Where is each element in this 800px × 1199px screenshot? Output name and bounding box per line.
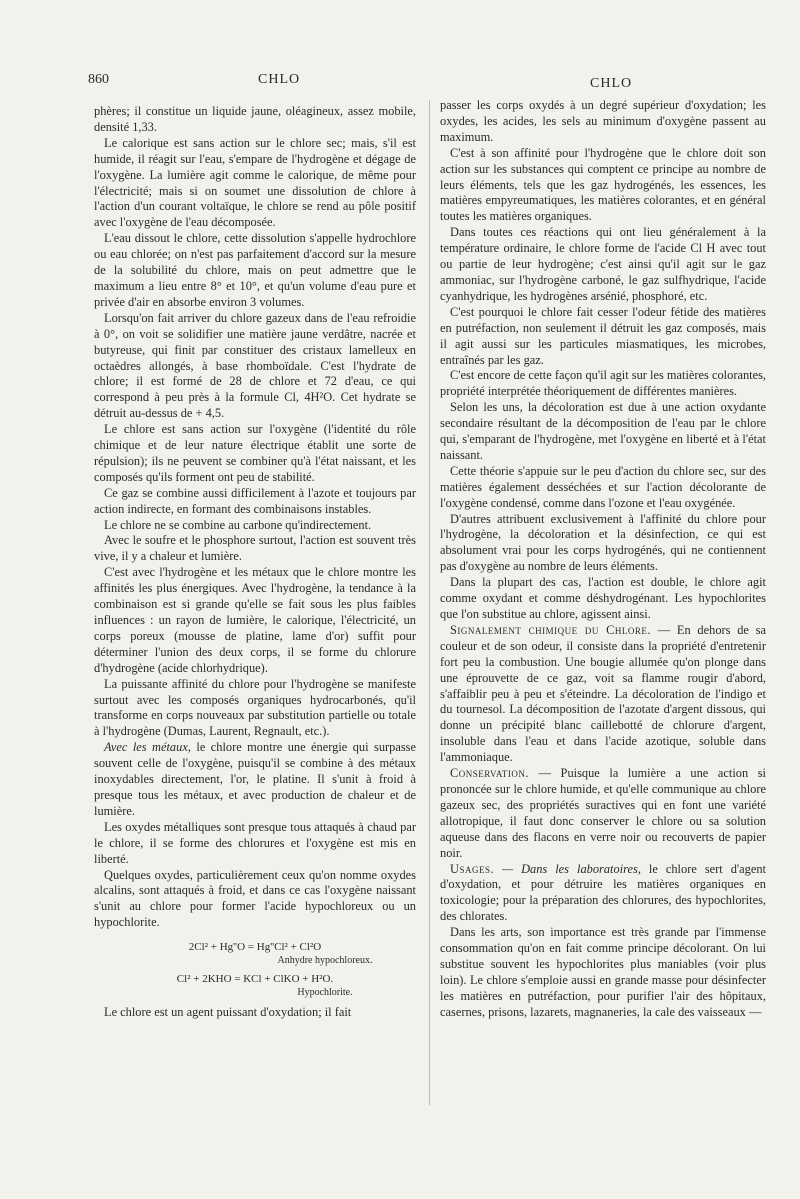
column-divider <box>429 100 430 1105</box>
paragraph: Cette théorie s'appuie sur le peu d'action du chlore sec, sur des matières également desséchées et sur l'action décolorante de l'oxygène condensé, comme dans l'ozone et l'eau oxygénée. <box>440 463 766 510</box>
paragraph: Le chlore ne se combine au carbone qu'indirectement. <box>104 517 372 532</box>
paragraph: C'est encore de cette façon qu'il agit sur les matières colorantes, propriété interprétée théoriquement de différentes manières. <box>440 368 766 399</box>
paragraph-usages <box>440 862 766 926</box>
paragraph: Les oxydes métalliques sont presque tous attaqués à chaud par le chlore, il se forme des chlorures et l'oxygène est mis en liberté. <box>94 819 416 866</box>
metals-text: le chlore montre une énergie qui surpasse souvent celle de l'oxygène, puisqu'il se combine à des métaux inoxydables directement, l'or, le platine. Il s'unit à froid à presque tous les métaux, et avec production de chaleur et de lumière. <box>94 740 416 818</box>
signalement-text: — En dehors de sa couleur et de son odeur, il consiste dans la propriété d'entretenir fort peu la combustion. Une bougie allumée qu'on plonge dans une éprouvette de ce gaz, voit sa flamme rougir d'abord, s'affaiblir peu à peu et s'éteindre. La décoloration de l'indigo et du tournesol. La décomposition de l'azotate d'argent dissous, qui donne un précipité blanc caillebotté de chlorure d'argent, insoluble dans l'eau et dans l'acide azotique, soluble dans l'ammoniaque. <box>440 622 766 765</box>
paragraph: Ce gaz se combine aussi difficilement à l'azote et toujours par action indirecte, en formant des combinaisons instables. <box>94 485 416 516</box>
equation-1-note: Anhydre hypochloreux. <box>277 955 373 967</box>
paragraph: phères; il constitue un liquide jaune, oléagineux, assez mobile, densité 1,33. <box>94 104 416 134</box>
usages-lead: — Dans les laboratoires, <box>502 861 641 876</box>
closing-line: Le chlore est un agent puissant d'oxydation; il fait <box>104 1005 352 1020</box>
paragraph: Lorsqu'on fait arriver du chlore gazeux dans de l'eau refroidie à 0°, on voit se solidifier une matière jaune verdâtre, nacrée et butyreuse, qui finit par constituer des cristaux lamelleux en octaèdres allongés, à base rhomboïdale. C'est l'hydrate de chlore; il est formé de 28 de chlore et 72 d'eau, ce qui correspond à peu près à la formule Cl, 4H²O. Cet hydrate se détruit au-dessus de + 4,5. <box>94 310 416 421</box>
paragraph: Dans toutes ces réactions qui ont lieu généralement à la température ordinaire, le chlore forme de l'acide Cl H avec tout ou partie de leur hydrogène; c'est ainsi qu'il agit sur le gaz ammoniac, sur l'hydrogène carboné, le gaz sulfhydrique, l'acide cyanhydrique, les hydrogènes arsénié, phosphoré, etc. <box>440 225 766 303</box>
equation-block <box>94 941 416 999</box>
usages-heading: Usages. <box>450 861 495 876</box>
paragraph: Dans les arts, son importance est très grande par l'immense consommation qu'on en fait comme principe décolorant. On lui substitue souvent les hypochlorites plus maniables (voir plus loin). Le chlore s'emploie aussi en grande masse pour désinfecter les matières en putréfaction, pour purifier l'air des hôpitaux, casernes, prisons, lazarets, magnaneries, la cale des vaisseaux — <box>440 925 766 1019</box>
equation-2-note: Hypochlorite. <box>297 987 353 999</box>
paragraph-conservation <box>440 766 766 861</box>
running-head-left: CHLO <box>258 72 301 87</box>
usages-text: le chlore sert d'agent d'oxydation, et pour détruire les matières organiques en toxicologie; pour la préparation des chlorures, des hypochlorites, des chlorates. <box>440 861 766 924</box>
running-header <box>0 72 800 96</box>
left-column <box>94 104 416 1021</box>
paragraph: L'eau dissout le chlore, cette dissolution s'appelle hydrochlore ou eau chlorée; on n'est pas parfaitement d'accord sur la mesure de la solubilité du chlore, mais on peut admettre que le maximum a lieu entre 8° et 10°, et qu'un volume d'eau pure et privée d'air en absorbe environ 3 volumes. <box>94 231 416 309</box>
running-head-right: CHLO <box>590 76 633 91</box>
paragraph: passer les corps oxydés à un degré supérieur d'oxydation; les oxydes, les acides, les sels au minimum d'oxygène passent au maximum. <box>440 98 766 144</box>
paragraph: Le chlore est sans action sur l'oxygène (l'identité du rôle chimique et de leur nature électrique établit une sorte de répulsion); ils ne peuvent se combiner qu'à l'état naissant, et les composés qu'ils forment ont peu de stabilité. <box>94 422 416 484</box>
paragraph: D'autres attribuent exclusivement à l'affinité du chlore pour l'hydrogène, la décoloration et la désinfection, ce qui est absolument vrai pour les corps hydrogénés, qui ne contiennent pas d'oxygène au nombre de leurs éléments. <box>440 511 766 574</box>
paragraph-signalement <box>440 623 766 766</box>
metals-lead: Avec les métaux, <box>104 740 191 755</box>
conservation-text: — Puisque la lumière a une action si prononcée sur le chlore humide, et qu'elle communique au chlore gazeux sec, des propriétés suractives qui en font une variété allotropique, il faut donc conserver le chlore ou sa solution aqueuse dans des flacons en verre noir ou recouverts de papier noir. <box>440 766 766 860</box>
paragraph: Le calorique est sans action sur le chlore sec; mais, s'il est humide, il réagit sur l'eau, s'empare de l'hydrogène et dégage de l'oxygène. La lumière agit comme le calorique, de même pour l'électricité; mais si on soumet une dissolution de chlore à l'action d'un courant voltaïque, le chlore se rend au pôle positif avec l'oxygène de l'eau décomposée. <box>94 135 416 230</box>
paragraph: Quelques oxydes, particulièrement ceux qu'on nomme oxydes alcalins, sont attaqués à froid, et dans ce cas l'oxygène naissant s'unit au chlore pour former l'acide hypochloreux ou un hypochlorite. <box>94 867 416 930</box>
conservation-heading: Conservation. <box>450 766 529 781</box>
paragraph: C'est pourquoi le chlore fait cesser l'odeur fétide des matières en putréfaction, non seulement il détruit les gaz composés, mais il agit aussi sur les particules miasmatiques, les microbes, entraînés par les gaz. <box>440 304 766 367</box>
paragraph: C'est avec l'hydrogène et les métaux que le chlore montre les affinités les plus énergiques. Avec l'hydrogène, la tendance à la combinaison est si grande qu'elle se fait sous les plus faibles influences : un rayon de lumière, le calorique, l'électricité, un corps poreux (mousse de platine, lame d'or) suffit pour déterminer l'union des deux corps, il se forme du chlorure d'hydrogène (acide chlorhydrique). <box>94 565 416 675</box>
equation-2: Cl² + 2KHO = KCl + ClKO + H²O. <box>176 973 334 986</box>
paragraph-metals <box>94 740 416 820</box>
paragraph: Dans la plupart des cas, l'action est double, le chlore agit comme oxydant et comme déshydrogénant. Les hypochlorites que l'on substitue au chlore, agissent ainsi. <box>440 575 766 621</box>
page-number: 860 <box>88 72 109 87</box>
paragraph: C'est à son affinité pour l'hydrogène que le chlore doit son action sur les substances qui comptent ce principe au nombre de leurs éléments, tels que les gaz hydrogénés, les essences, les matières empyreumatiques, les matières colorantes, et en général toutes les matières organiques. <box>440 145 766 224</box>
signalement-heading: Signalement chimique du Chlore. <box>450 622 651 637</box>
paragraph: Avec le soufre et le phosphore surtout, l'action est souvent très vive, il y a chaleur et lumière. <box>94 533 416 564</box>
right-column <box>440 98 766 1021</box>
paragraph: La puissante affinité du chlore pour l'hydrogène se manifeste surtout avec les composés organiques hydrocarbonés, qu'il transforme en corps nouveaux par substitution partielle ou totale à l'hydrogène (Dumas, Laurent, Regnault, etc.). <box>94 676 416 739</box>
equation-1: 2Cl² + Hg''O = Hg''Cl² + Cl²O <box>188 941 322 954</box>
paragraph: Selon les uns, la décoloration est due à une action oxydante secondaire résultant de la décomposition de l'eau par le chlore qui, s'emparant de l'hydrogène, met l'oxygène en liberté et à l'état naissant. <box>440 400 766 462</box>
